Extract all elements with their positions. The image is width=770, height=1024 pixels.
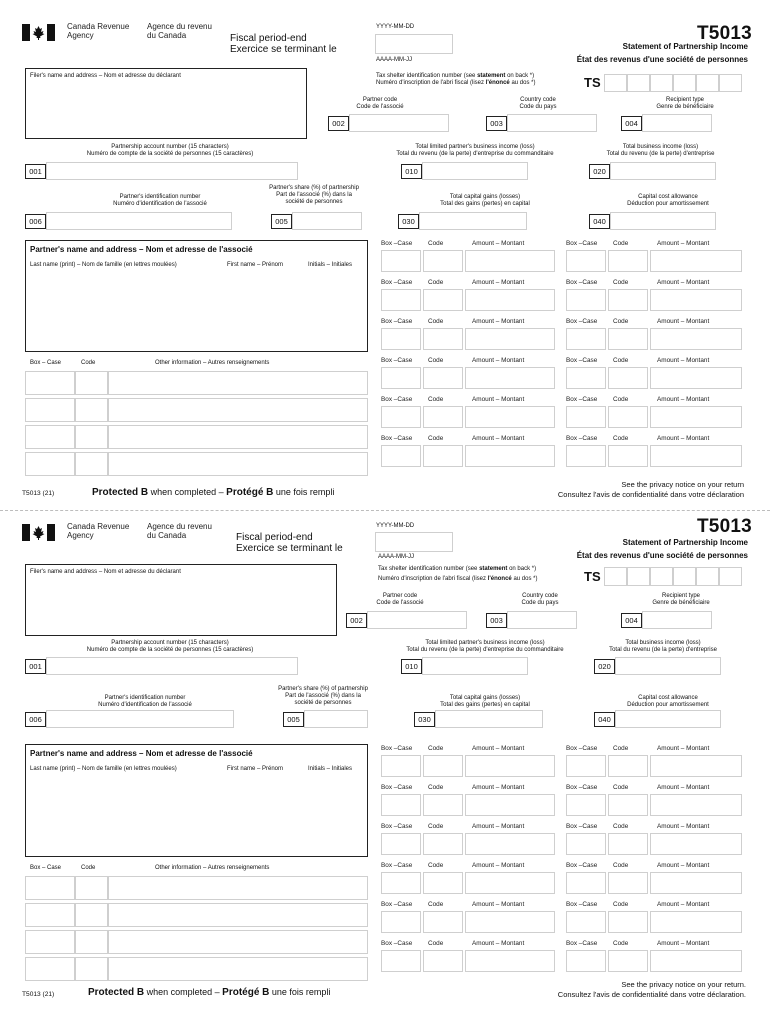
grid-box-input[interactable] [566,406,606,428]
capital-gains-label: Total capital gains (losses) Total des gains (pertes) en capital [440,695,530,708]
recipient-type-label: Recipient type Genre de bénéficiaire [656,97,714,110]
other-info-input[interactable] [108,398,368,422]
other-info-input[interactable] [108,876,368,900]
code-040: 040 [589,214,610,229]
canada-flag-icon [22,24,55,41]
agency-fr: Agence du revenu du Canada [147,22,212,40]
limited-business-income-input[interactable] [422,657,528,675]
grid-amount-header: Amount – Montant [657,240,710,247]
grid-code-input[interactable] [608,445,648,467]
filer-label: Filer's name and address – Nom et adresse du déclarant [30,569,181,575]
grid-box-input[interactable] [566,328,606,350]
other-code-input[interactable] [75,398,108,422]
grid-box-header: Box –Case [566,862,598,869]
grid-code-header: Code [428,862,444,869]
grid-box-header: Box –Case [566,240,598,247]
fiscal-period-input[interactable] [375,532,453,552]
grid-amount-input[interactable] [465,406,555,428]
form-number: T5013 [697,23,752,44]
code-003: 003 [486,116,507,131]
grid-code-input[interactable] [423,406,463,428]
partner-share-input[interactable] [292,212,362,230]
grid-amount-input[interactable] [465,833,555,855]
grid-amount-header: Amount – Montant [657,745,710,752]
grid-box-input[interactable] [381,367,421,389]
limited-business-income-input[interactable] [422,162,528,180]
grid-amount-input[interactable] [465,911,555,933]
grid-box-input[interactable] [381,950,421,972]
capital-gains-input[interactable] [435,710,543,728]
grid-amount-header: Amount – Montant [472,279,525,286]
grid-amount-header: Amount – Montant [472,784,525,791]
ts-digit-input[interactable] [650,567,673,586]
grid-box-header: Box –Case [566,901,598,908]
other-box-header: Box – Case [30,360,62,366]
grid-box-input[interactable] [381,289,421,311]
grid-box-header: Box –Case [566,940,598,947]
grid-box-input[interactable] [566,289,606,311]
grid-code-header: Code [613,862,629,869]
tax-shelter-prefix: TS [584,75,601,90]
recipient-type-input[interactable] [642,611,712,629]
grid-box-header: Box –Case [381,240,413,247]
grid-code-input[interactable] [608,872,648,894]
grid-box-input[interactable] [381,406,421,428]
country-code-input[interactable] [507,611,577,629]
grid-amount-input[interactable] [650,250,742,272]
grid-code-header: Code [613,784,629,791]
grid-amount-input[interactable] [650,833,742,855]
grid-amount-header: Amount – Montant [657,357,710,364]
ts-digit-input[interactable] [650,74,673,92]
country-code-label: Country code Code du pays [519,97,557,110]
filer-label: Filer's name and address – Nom et adresse du déclarant [30,73,181,79]
grid-amount-header: Amount – Montant [472,396,525,403]
grid-box-header: Box –Case [566,279,598,286]
partner-share-label: Partner's share (%) of partnership Part de l'associé (%) dans la société de personnes [278,686,368,706]
account-number-input[interactable] [46,162,298,180]
grid-code-input[interactable] [608,794,648,816]
code-006: 006 [25,214,46,229]
grid-box-header: Box –Case [566,784,598,791]
grid-amount-header: Amount – Montant [657,435,710,442]
grid-box-input[interactable] [381,794,421,816]
grid-amount-input[interactable] [650,328,742,350]
grid-code-input[interactable] [423,911,463,933]
other-code-input[interactable] [75,452,108,476]
grid-code-header: Code [613,396,629,403]
other-box-input[interactable] [25,452,75,476]
date-format-fr: AAAA-MM-JJ [376,57,412,63]
cca-input[interactable] [610,212,716,230]
grid-code-header: Code [613,940,629,947]
grid-amount-header: Amount – Montant [657,784,710,791]
code-001: 001 [25,659,46,674]
grid-box-header: Box –Case [381,745,413,752]
grid-box-header: Box –Case [381,279,413,286]
other-info-input[interactable] [108,425,368,449]
other-code-input[interactable] [75,957,108,981]
country-code-input[interactable] [507,114,597,132]
ts-digit-input[interactable] [627,74,650,92]
grid-box-input[interactable] [566,250,606,272]
grid-box-input[interactable] [381,755,421,777]
grid-amount-header: Amount – Montant [472,240,525,247]
other-box-input[interactable] [25,876,75,900]
grid-box-header: Box –Case [381,357,413,364]
grid-amount-header: Amount – Montant [657,396,710,403]
grid-box-input[interactable] [566,911,606,933]
business-income-input[interactable] [610,162,716,180]
last-name-label: Last name (print) – Nom de famille (en lettres moulées) [30,766,177,772]
code-020: 020 [594,659,615,674]
grid-box-input[interactable] [566,872,606,894]
grid-box-input[interactable] [381,328,421,350]
grid-amount-header: Amount – Montant [472,435,525,442]
partner-id-label: Partner's identification number Numéro d'identification de l'associé [113,194,207,207]
other-info-input[interactable] [108,930,368,954]
account-number-label: Partnership account number (15 characters) Numéro de compte de la société de personnes (15 caractères) [86,640,254,653]
other-box-input[interactable] [25,903,75,927]
other-info-input[interactable] [108,957,368,981]
grid-box-input[interactable] [566,833,606,855]
code-030: 030 [414,712,435,727]
other-box-input[interactable] [25,398,75,422]
account-number-label: Partnership account number (15 characters) Numéro de compte de la société de personnes (15 caractères) [86,144,254,157]
first-name-label: First name – Prénom [227,262,284,268]
grid-box-header: Box –Case [566,823,598,830]
agency-en: Canada Revenue Agency [67,22,130,40]
canada-flag-icon [22,524,55,541]
grid-code-input[interactable] [608,406,648,428]
fiscal-period-label: Fiscal period-end Exercice se terminant le [230,33,337,55]
grid-code-input[interactable] [608,755,648,777]
grid-code-input[interactable] [608,250,648,272]
ts-digit-input[interactable] [627,567,650,586]
partner-id-input[interactable] [46,212,232,230]
grid-amount-header: Amount – Montant [657,901,710,908]
code-005: 005 [271,214,292,229]
grid-amount-header: Amount – Montant [657,862,710,869]
grid-box-header: Box –Case [381,435,413,442]
grid-amount-header: Amount – Montant [472,823,525,830]
first-name-label: First name – Prénom [227,766,284,772]
partner-code-input[interactable] [367,611,467,629]
other-box-input[interactable] [25,957,75,981]
grid-amount-input[interactable] [650,367,742,389]
grid-amount-header: Amount – Montant [472,357,525,364]
other-box-input[interactable] [25,371,75,395]
business-income-label: Total business income (loss) Total du revenu (de la perte) d'entreprise [609,640,717,653]
grid-amount-input[interactable] [465,328,555,350]
date-format-en: YYYY-MM-DD [376,24,415,30]
grid-code-input[interactable] [608,950,648,972]
country-code-label: Country code Code du pays [521,593,559,606]
other-info-input[interactable] [108,903,368,927]
grid-code-header: Code [613,901,629,908]
grid-amount-input[interactable] [650,755,742,777]
grid-code-header: Code [613,435,629,442]
date-format-en: YYYY-MM-DD [376,523,415,529]
grid-amount-input[interactable] [465,367,555,389]
grid-code-header: Code [428,240,444,247]
grid-amount-input[interactable] [465,250,555,272]
grid-amount-input[interactable] [650,794,742,816]
ts-digit-input[interactable] [719,567,742,586]
grid-box-input[interactable] [381,445,421,467]
grid-box-header: Box –Case [381,901,413,908]
partner-share-input[interactable] [304,710,368,728]
grid-amount-header: Amount – Montant [472,940,525,947]
grid-code-header: Code [428,940,444,947]
ts-digit-input[interactable] [604,567,627,586]
partner-id-label: Partner's identification number Numéro d'identification de l'associé [98,695,192,708]
grid-code-header: Code [428,745,444,752]
grid-code-input[interactable] [608,911,648,933]
code-002: 002 [346,613,367,628]
grid-code-header: Code [613,318,629,325]
grid-code-input[interactable] [423,833,463,855]
form-title-fr: État des revenus d'une société de personnes [576,551,748,560]
ts-digit-input[interactable] [719,74,742,92]
code-010: 010 [401,164,422,179]
grid-code-header: Code [428,396,444,403]
account-number-input[interactable] [46,657,298,675]
grid-box-header: Box –Case [381,318,413,325]
grid-code-input[interactable] [608,367,648,389]
grid-code-header: Code [428,279,444,286]
grid-box-header: Box –Case [381,823,413,830]
form-title-fr: État des revenus d'une société de personnes [576,55,748,64]
slip-copy-2 [0,506,770,1014]
capital-gains-input[interactable] [419,212,527,230]
grid-amount-input[interactable] [465,755,555,777]
partner-address-heading: Partner's name and address – Nom et adresse de l'associé [30,749,253,758]
fiscal-period-input[interactable] [375,34,453,54]
slip-copy-1 [0,0,770,508]
initials-label: Initials – Initiales [308,766,353,772]
privacy-notice: See the privacy notice on your return. Consultez l'avis de confidentialité dans votre déclaration. [557,980,746,999]
grid-code-header: Code [613,279,629,286]
grid-amount-header: Amount – Montant [472,862,525,869]
grid-box-input[interactable] [566,794,606,816]
fiscal-period-label: Fiscal period-end Exercice se terminant le [236,532,343,554]
other-code-header: Code [81,360,96,366]
grid-amount-header: Amount – Montant [657,823,710,830]
grid-code-input[interactable] [423,950,463,972]
tax-shelter-label: Tax shelter identification number (see statement on back *) Numéro d'inscription de l'abri fiscal (lisez l'énoncé au dos *) [376,73,536,86]
partner-code-label: Partner code Code de l'associé [376,593,424,606]
grid-box-header: Box –Case [566,318,598,325]
filer-address-box[interactable] [25,564,337,636]
grid-box-input[interactable] [381,833,421,855]
grid-box-input[interactable] [381,872,421,894]
grid-code-input[interactable] [423,289,463,311]
last-name-label: Last name (print) – Nom de famille (en lettres moulées) [30,262,177,268]
cca-label: Capital cost allowance Déduction pour amortissement [627,695,709,708]
grid-amount-header: Amount – Montant [657,318,710,325]
partner-id-input[interactable] [46,710,234,728]
filer-address-box[interactable] [25,68,307,139]
form-title-en: Statement of Partnership Income [622,42,748,51]
grid-code-input[interactable] [608,289,648,311]
protected-b-notice: Protected B when completed – Protégé B une fois rempli [92,487,335,498]
grid-amount-input[interactable] [650,445,742,467]
grid-amount-header: Amount – Montant [657,279,710,286]
partner-address-box[interactable] [25,240,368,352]
grid-code-input[interactable] [423,328,463,350]
other-info-input[interactable] [108,452,368,476]
protected-b-notice: Protected B when completed – Protégé B une fois rempli [88,987,331,998]
grid-amount-input[interactable] [465,445,555,467]
grid-amount-input[interactable] [465,950,555,972]
business-income-label: Total business income (loss) Total du revenu (de la perte) d'entreprise [606,144,715,157]
code-005: 005 [283,712,304,727]
grid-code-input[interactable] [423,872,463,894]
grid-box-header: Box –Case [381,940,413,947]
other-info-header: Other information – Autres renseignements [155,360,270,366]
ts-digit-input[interactable] [696,74,719,92]
other-code-input[interactable] [75,903,108,927]
code-003: 003 [486,613,507,628]
code-004: 004 [621,613,642,628]
grid-box-input[interactable] [381,911,421,933]
partner-code-input[interactable] [349,114,449,132]
other-code-input[interactable] [75,876,108,900]
code-040: 040 [594,712,615,727]
grid-box-header: Box –Case [566,396,598,403]
grid-amount-header: Amount – Montant [472,745,525,752]
code-020: 020 [589,164,610,179]
grid-amount-input[interactable] [465,794,555,816]
initials-label: Initials – Initiales [308,262,353,268]
grid-amount-input[interactable] [650,950,742,972]
grid-code-header: Code [428,901,444,908]
grid-code-input[interactable] [423,367,463,389]
ts-digit-input[interactable] [696,567,719,586]
grid-code-input[interactable] [423,794,463,816]
grid-amount-input[interactable] [650,911,742,933]
grid-amount-header: Amount – Montant [472,318,525,325]
grid-code-header: Code [428,784,444,791]
form-number: T5013 [697,516,752,537]
grid-box-header: Box –Case [381,862,413,869]
code-010: 010 [401,659,422,674]
code-030: 030 [398,214,419,229]
grid-amount-header: Amount – Montant [657,940,710,947]
recipient-type-label: Recipient type Genre de bénéficiaire [652,593,710,606]
business-income-input[interactable] [615,657,721,675]
ts-digit-input[interactable] [673,74,696,92]
privacy-notice: See the privacy notice on your return Consultez l'avis de confidentialité dans votre déclaration [557,480,744,499]
grid-box-header: Box –Case [566,357,598,364]
grid-box-header: Box –Case [381,784,413,791]
other-code-input[interactable] [75,425,108,449]
grid-code-header: Code [428,318,444,325]
other-code-input[interactable] [75,371,108,395]
grid-amount-input[interactable] [465,289,555,311]
grid-box-input[interactable] [381,250,421,272]
grid-amount-input[interactable] [465,872,555,894]
date-format-fr: AAAA-MM-JJ [378,554,414,560]
grid-box-input[interactable] [566,755,606,777]
capital-gains-label: Total capital gains (losses) Total des gains (pertes) en capital [440,194,530,207]
other-info-input[interactable] [108,371,368,395]
grid-code-header: Code [613,745,629,752]
ts-digit-input[interactable] [673,567,696,586]
form-title-en: Statement of Partnership Income [622,538,748,547]
grid-code-header: Code [428,823,444,830]
other-box-header: Box – Case [30,865,62,871]
grid-code-header: Code [613,357,629,364]
grid-box-input[interactable] [566,367,606,389]
grid-box-header: Box –Case [566,745,598,752]
cca-label: Capital cost allowance Déduction pour amortissement [627,194,709,207]
limited-business-income-label: Total limited partner's business income (loss) Total du revenu (de la perte) d'entreprise du commanditaire [406,640,564,653]
grid-code-header: Code [428,357,444,364]
other-code-header: Code [81,865,96,871]
limited-business-income-label: Total limited partner's business income (loss) Total du revenu (de la perte) d'entreprise du commanditaire [396,144,554,157]
grid-amount-input[interactable] [650,406,742,428]
other-box-input[interactable] [25,425,75,449]
ts-digit-input[interactable] [604,74,627,92]
grid-code-input[interactable] [608,328,648,350]
grid-code-header: Code [613,823,629,830]
other-box-input[interactable] [25,930,75,954]
code-004: 004 [621,116,642,131]
partner-address-box[interactable] [25,744,368,857]
cca-input[interactable] [615,710,721,728]
grid-code-input[interactable] [608,833,648,855]
other-code-input[interactable] [75,930,108,954]
tax-shelter-label: Tax shelter identification number (see statement on back *) Numéro d'inscription de l'abri fiscal (lisez l'énoncé au dos *) [378,566,538,582]
code-001: 001 [25,164,46,179]
grid-box-header: Box –Case [381,396,413,403]
tax-shelter-prefix: TS [584,569,601,584]
grid-code-input[interactable] [423,250,463,272]
grid-amount-header: Amount – Montant [472,901,525,908]
recipient-type-input[interactable] [642,114,712,132]
grid-box-input[interactable] [566,950,606,972]
agency-en: Canada Revenue Agency [67,522,130,540]
grid-box-input[interactable] [566,445,606,467]
form-version: T5013 (21) [22,991,55,998]
grid-amount-input[interactable] [650,872,742,894]
grid-code-input[interactable] [423,755,463,777]
partner-share-label: Partner's share (%) of partnership Part de l'associé (%) dans la société de personnes [269,185,359,205]
form-version: T5013 (21) [22,490,55,497]
code-002: 002 [328,116,349,131]
code-006: 006 [25,712,46,727]
grid-amount-input[interactable] [650,289,742,311]
grid-box-header: Box –Case [566,435,598,442]
grid-code-header: Code [613,240,629,247]
grid-code-header: Code [428,435,444,442]
other-info-header: Other information – Autres renseignements [155,865,270,871]
grid-code-input[interactable] [423,445,463,467]
partner-code-label: Partner code Code de l'associé [356,97,404,110]
agency-fr: Agence du revenu du Canada [147,522,212,540]
partner-address-heading: Partner's name and address – Nom et adresse de l'associé [30,245,253,254]
